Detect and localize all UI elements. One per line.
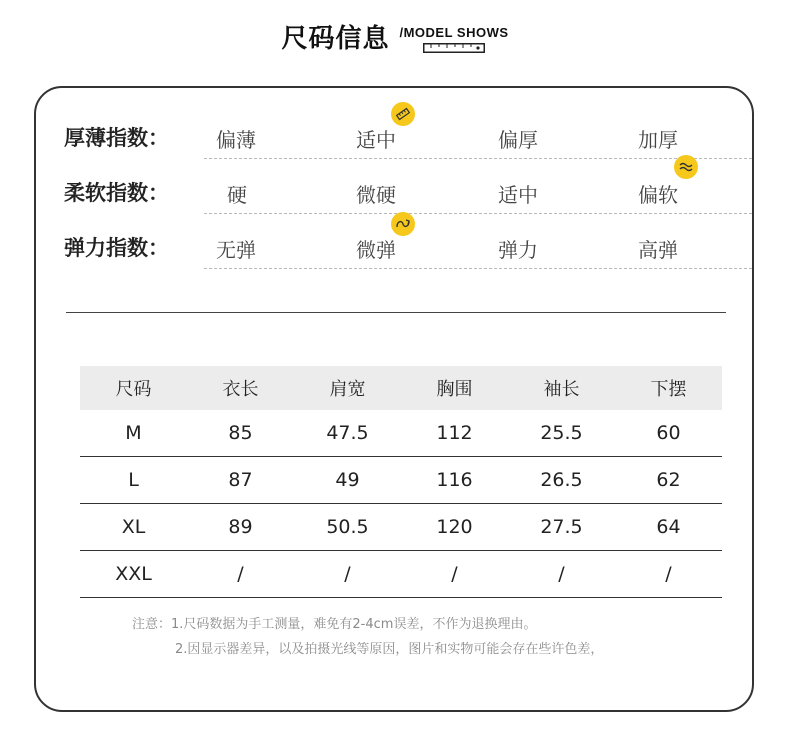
ruler-icon bbox=[423, 43, 485, 53]
attribute-option: 偏软 bbox=[638, 183, 678, 207]
table-cell: 120 bbox=[436, 516, 473, 538]
column-header-length: 衣长 bbox=[222, 379, 259, 400]
table-cell: L bbox=[128, 469, 139, 491]
column-header-shoulder: 肩宽 bbox=[329, 379, 366, 400]
column-header-hem: 下摆 bbox=[650, 379, 687, 400]
dashed-divider bbox=[204, 213, 752, 214]
attribute-option: 微硬 bbox=[356, 183, 396, 207]
header bbox=[0, 18, 790, 55]
attribute-option: 适中 bbox=[498, 183, 538, 207]
table-row bbox=[80, 457, 722, 504]
table-cell: 27.5 bbox=[540, 516, 583, 538]
table-cell: 112 bbox=[436, 422, 473, 444]
attribute-option: 弹力 bbox=[498, 238, 538, 262]
table-cell: M bbox=[125, 422, 142, 444]
attribute-row-thickness bbox=[64, 122, 734, 152]
table-cell: XL bbox=[121, 516, 146, 538]
table-cell: 64 bbox=[656, 516, 681, 538]
table-cell: 89 bbox=[228, 516, 253, 538]
column-header-sleeve: 袖长 bbox=[543, 379, 580, 400]
table-header-row bbox=[80, 366, 722, 410]
wave-icon bbox=[674, 155, 698, 179]
attribute-row-elasticity bbox=[64, 232, 734, 262]
attribute-option: 无弹 bbox=[216, 238, 256, 262]
subtitle-wrap bbox=[399, 25, 508, 55]
attribute-label: 弹力指数： bbox=[64, 236, 169, 260]
table-cell: / bbox=[665, 563, 672, 585]
attribute-label: 柔软指数： bbox=[64, 181, 169, 205]
note-line-2: 2.因显示器差异，以及拍摄光线等原因，图片和实物可能会存在些许色差， bbox=[175, 642, 604, 657]
column-header-chest: 胸围 bbox=[436, 379, 473, 400]
table-cell: / bbox=[344, 563, 351, 585]
disclaimer-notes bbox=[132, 612, 603, 662]
table-row bbox=[80, 410, 722, 457]
table-cell: XXL bbox=[115, 563, 152, 585]
attribute-row-softness bbox=[64, 177, 734, 207]
dashed-divider bbox=[204, 158, 752, 159]
attribute-option: 硬 bbox=[227, 183, 247, 207]
table-cell: 60 bbox=[656, 422, 681, 444]
attribute-option: 偏厚 bbox=[498, 128, 538, 152]
table-cell: / bbox=[451, 563, 458, 585]
dashed-divider bbox=[204, 268, 752, 269]
attribute-option: 微弹 bbox=[356, 238, 396, 262]
table-cell: 85 bbox=[228, 422, 253, 444]
attribute-option: 偏薄 bbox=[216, 128, 256, 152]
table-cell: 62 bbox=[656, 469, 681, 491]
page-subtitle: /MODEL SHOWS bbox=[399, 25, 509, 40]
size-table bbox=[80, 366, 722, 598]
table-row bbox=[80, 551, 722, 598]
attribute-option: 加厚 bbox=[638, 128, 678, 152]
attribute-option: 高弹 bbox=[638, 238, 678, 262]
note-line-1: 注意：1.尺码数据为手工测量，难免有2-4cm误差，不作为退换理由。 bbox=[132, 617, 537, 632]
table-cell: 25.5 bbox=[540, 422, 583, 444]
table-cell: / bbox=[237, 563, 244, 585]
attribute-label: 厚薄指数： bbox=[64, 126, 169, 150]
table-cell: 49 bbox=[335, 469, 360, 491]
table-cell: 87 bbox=[228, 469, 253, 491]
header-row bbox=[281, 18, 508, 55]
section-divider bbox=[66, 312, 726, 313]
table-cell: 47.5 bbox=[326, 422, 369, 444]
column-header-size: 尺码 bbox=[115, 379, 152, 400]
table-cell: 50.5 bbox=[326, 516, 369, 538]
table-cell: 116 bbox=[436, 469, 473, 491]
table-cell: / bbox=[558, 563, 565, 585]
table-row bbox=[80, 504, 722, 551]
ruler-icon bbox=[391, 102, 415, 126]
table-cell: 26.5 bbox=[540, 469, 583, 491]
stretch-icon bbox=[391, 212, 415, 236]
page-title: 尺码信息 bbox=[281, 24, 390, 54]
size-info-card bbox=[34, 86, 754, 712]
attribute-option: 适中 bbox=[356, 128, 396, 152]
